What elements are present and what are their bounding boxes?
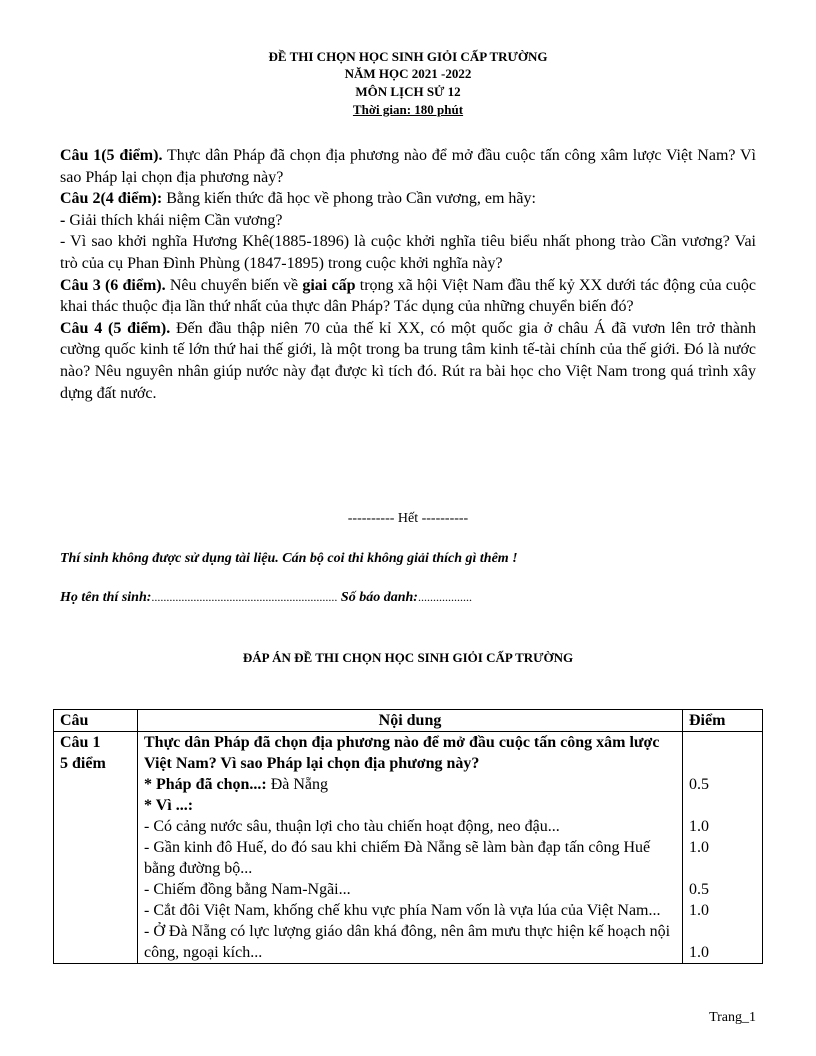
question-1: [60, 145, 756, 188]
candidate-id-label: Số báo danh:: [340, 590, 418, 605]
question-2-part-a: [60, 210, 756, 232]
row-reason-2: - Gần kinh đô Huế, do đó sau khi chiếm Đà Nẵng sẽ làm bàn đạp tấn công Huế bằng đường bộ...: [144, 839, 651, 877]
candidate-name-dots: ..............................................................: [151, 590, 338, 604]
question-1-text: Thực dân Pháp đã chọn địa phương nào để mở đầu cuộc tấn công xâm lược Việt Nam? Vì sao Pháp lại chọn địa phương này?: [60, 147, 756, 186]
row-reason-5: - Ở Đà Nẵng có lực lượng giáo dân khá đông, nên âm mưu thực hiện kế hoạch nội công, ngoại kích...: [144, 923, 671, 961]
row-cau-cell: [54, 732, 138, 964]
time-limit: [0, 102, 816, 118]
table-row: [54, 732, 763, 964]
row-content-cell: [138, 732, 683, 964]
question-2-part-a-dash: -: [60, 211, 66, 229]
exam-note: Thí sinh không được sử dụng tài liệu. Cán bộ coi thi không giải thích gì thêm !: [60, 551, 518, 566]
score-reason-4: 1.0: [689, 902, 709, 919]
question-3-text-b: trọng xã hội Việt Nam đầu thế kỷ XX dưới tác động của cuộc khai thác thuộc địa lần thứ nhất của thực dân Pháp? Tác dụng của những chuyển biến đó?: [60, 276, 757, 316]
table-header-row: [54, 710, 763, 732]
question-2: [60, 188, 756, 210]
score-reason-1: 1.0: [689, 818, 709, 835]
row-chosen-label: * Pháp đã chọn...:: [144, 776, 267, 793]
page-footer: Trang_1: [709, 1010, 756, 1025]
question-4: [60, 318, 756, 404]
row-reason-1: - Có cảng nước sâu, thuận lợi cho tàu chiến hoạt động, neo đậu...: [144, 818, 560, 835]
score-chosen: 0.5: [689, 776, 709, 793]
answer-key-title: ĐÁP ÁN ĐỀ THI CHỌN HỌC SINH GIỎI CẤP TRƯỜNG: [242, 650, 574, 665]
question-2-part-a-text: Giải thích khái niệm Cần vương?: [65, 211, 283, 229]
subject: MÔN LỊCH SỬ 12: [355, 84, 461, 99]
question-2-part-b: - Vì sao khởi nghĩa Hương Khê(1885-1896) là cuộc khởi nghĩa tiêu biểu nhất phong trào Cần vương? Vai trò của cụ Phan Đình Phùng (1847-1895) trong cuộc khởi nghĩa này?: [60, 233, 756, 272]
answer-table: [53, 709, 763, 964]
candidate-id-dots: ..................: [417, 590, 472, 604]
candidate-name-label: Họ tên thí sinh:: [60, 590, 152, 605]
question-1-label: Câu 1(5 điểm).: [60, 147, 163, 164]
question-3-label: Câu 3 (6 điểm).: [60, 276, 166, 294]
row-cau-points: 5 điểm: [60, 755, 106, 772]
row-reason-4: - Cắt đôi Việt Nam, khống chế khu vực phía Nam vốn là vựa lúa của Việt Nam...: [144, 902, 661, 919]
header-noi-dung: Nội dung: [138, 710, 683, 732]
score-reason-5: 1.0: [689, 944, 709, 961]
row-why-label: * Vì ...:: [144, 797, 194, 814]
row-score-cell: [683, 732, 763, 964]
row-reason-3: - Chiếm đồng bằng Nam-Ngãi...: [144, 881, 351, 898]
row-chosen-value: Đà Nẵng: [266, 776, 329, 793]
question-4-text: Đến đầu thập niên 70 của thế kỉ XX, có một quốc gia ở châu Á đã vươn lên trở thành cường quốc kinh tế lớn thứ hai thế giới, là một trong ba trung tâm kinh tế-tài chính của thế giới. Đó là nước nào? Nêu nguyên nhân giúp nước này đạt được kì tích đó. Rút ra bài học cho Việt Nam trong quá trình xây dựng đất nước.: [60, 319, 756, 402]
row-chosen: [144, 774, 676, 795]
question-3: [60, 275, 756, 318]
exam-title: ĐỀ THI CHỌN HỌC SINH GIỎI CẤP TRƯỜNG: [268, 49, 548, 64]
question-3-text-a: Nêu chuyển biến về: [165, 276, 303, 294]
score-reason-2: 1.0: [689, 839, 709, 856]
question-2-text: Bằng kiến thức đã học về phong trào Cần vương, em hãy:: [162, 190, 536, 208]
header-diem: Điểm: [683, 710, 763, 732]
question-3-bold: giai cấp: [302, 276, 356, 294]
header-cau: Câu: [54, 710, 138, 732]
row-cau-number: Câu 1: [60, 734, 101, 751]
question-4-label: Câu 4 (5 điểm).: [60, 319, 171, 337]
time-limit-text: Thời gian: 180 phút: [352, 102, 464, 117]
questions-section: [60, 145, 756, 404]
school-year: NĂM HỌC 2021 -2022: [344, 66, 472, 81]
row-question: Thực dân Pháp đã chọn địa phương nào để mở đầu cuộc tấn công xâm lược Việt Nam? Vì sao Pháp lại chọn địa phương này?: [144, 734, 660, 772]
score-reason-3: 0.5: [689, 881, 709, 898]
candidate-info: [60, 590, 472, 606]
question-2-label: Câu 2(4 điểm):: [60, 190, 163, 208]
end-marker: ---------- Hết ----------: [347, 511, 469, 526]
